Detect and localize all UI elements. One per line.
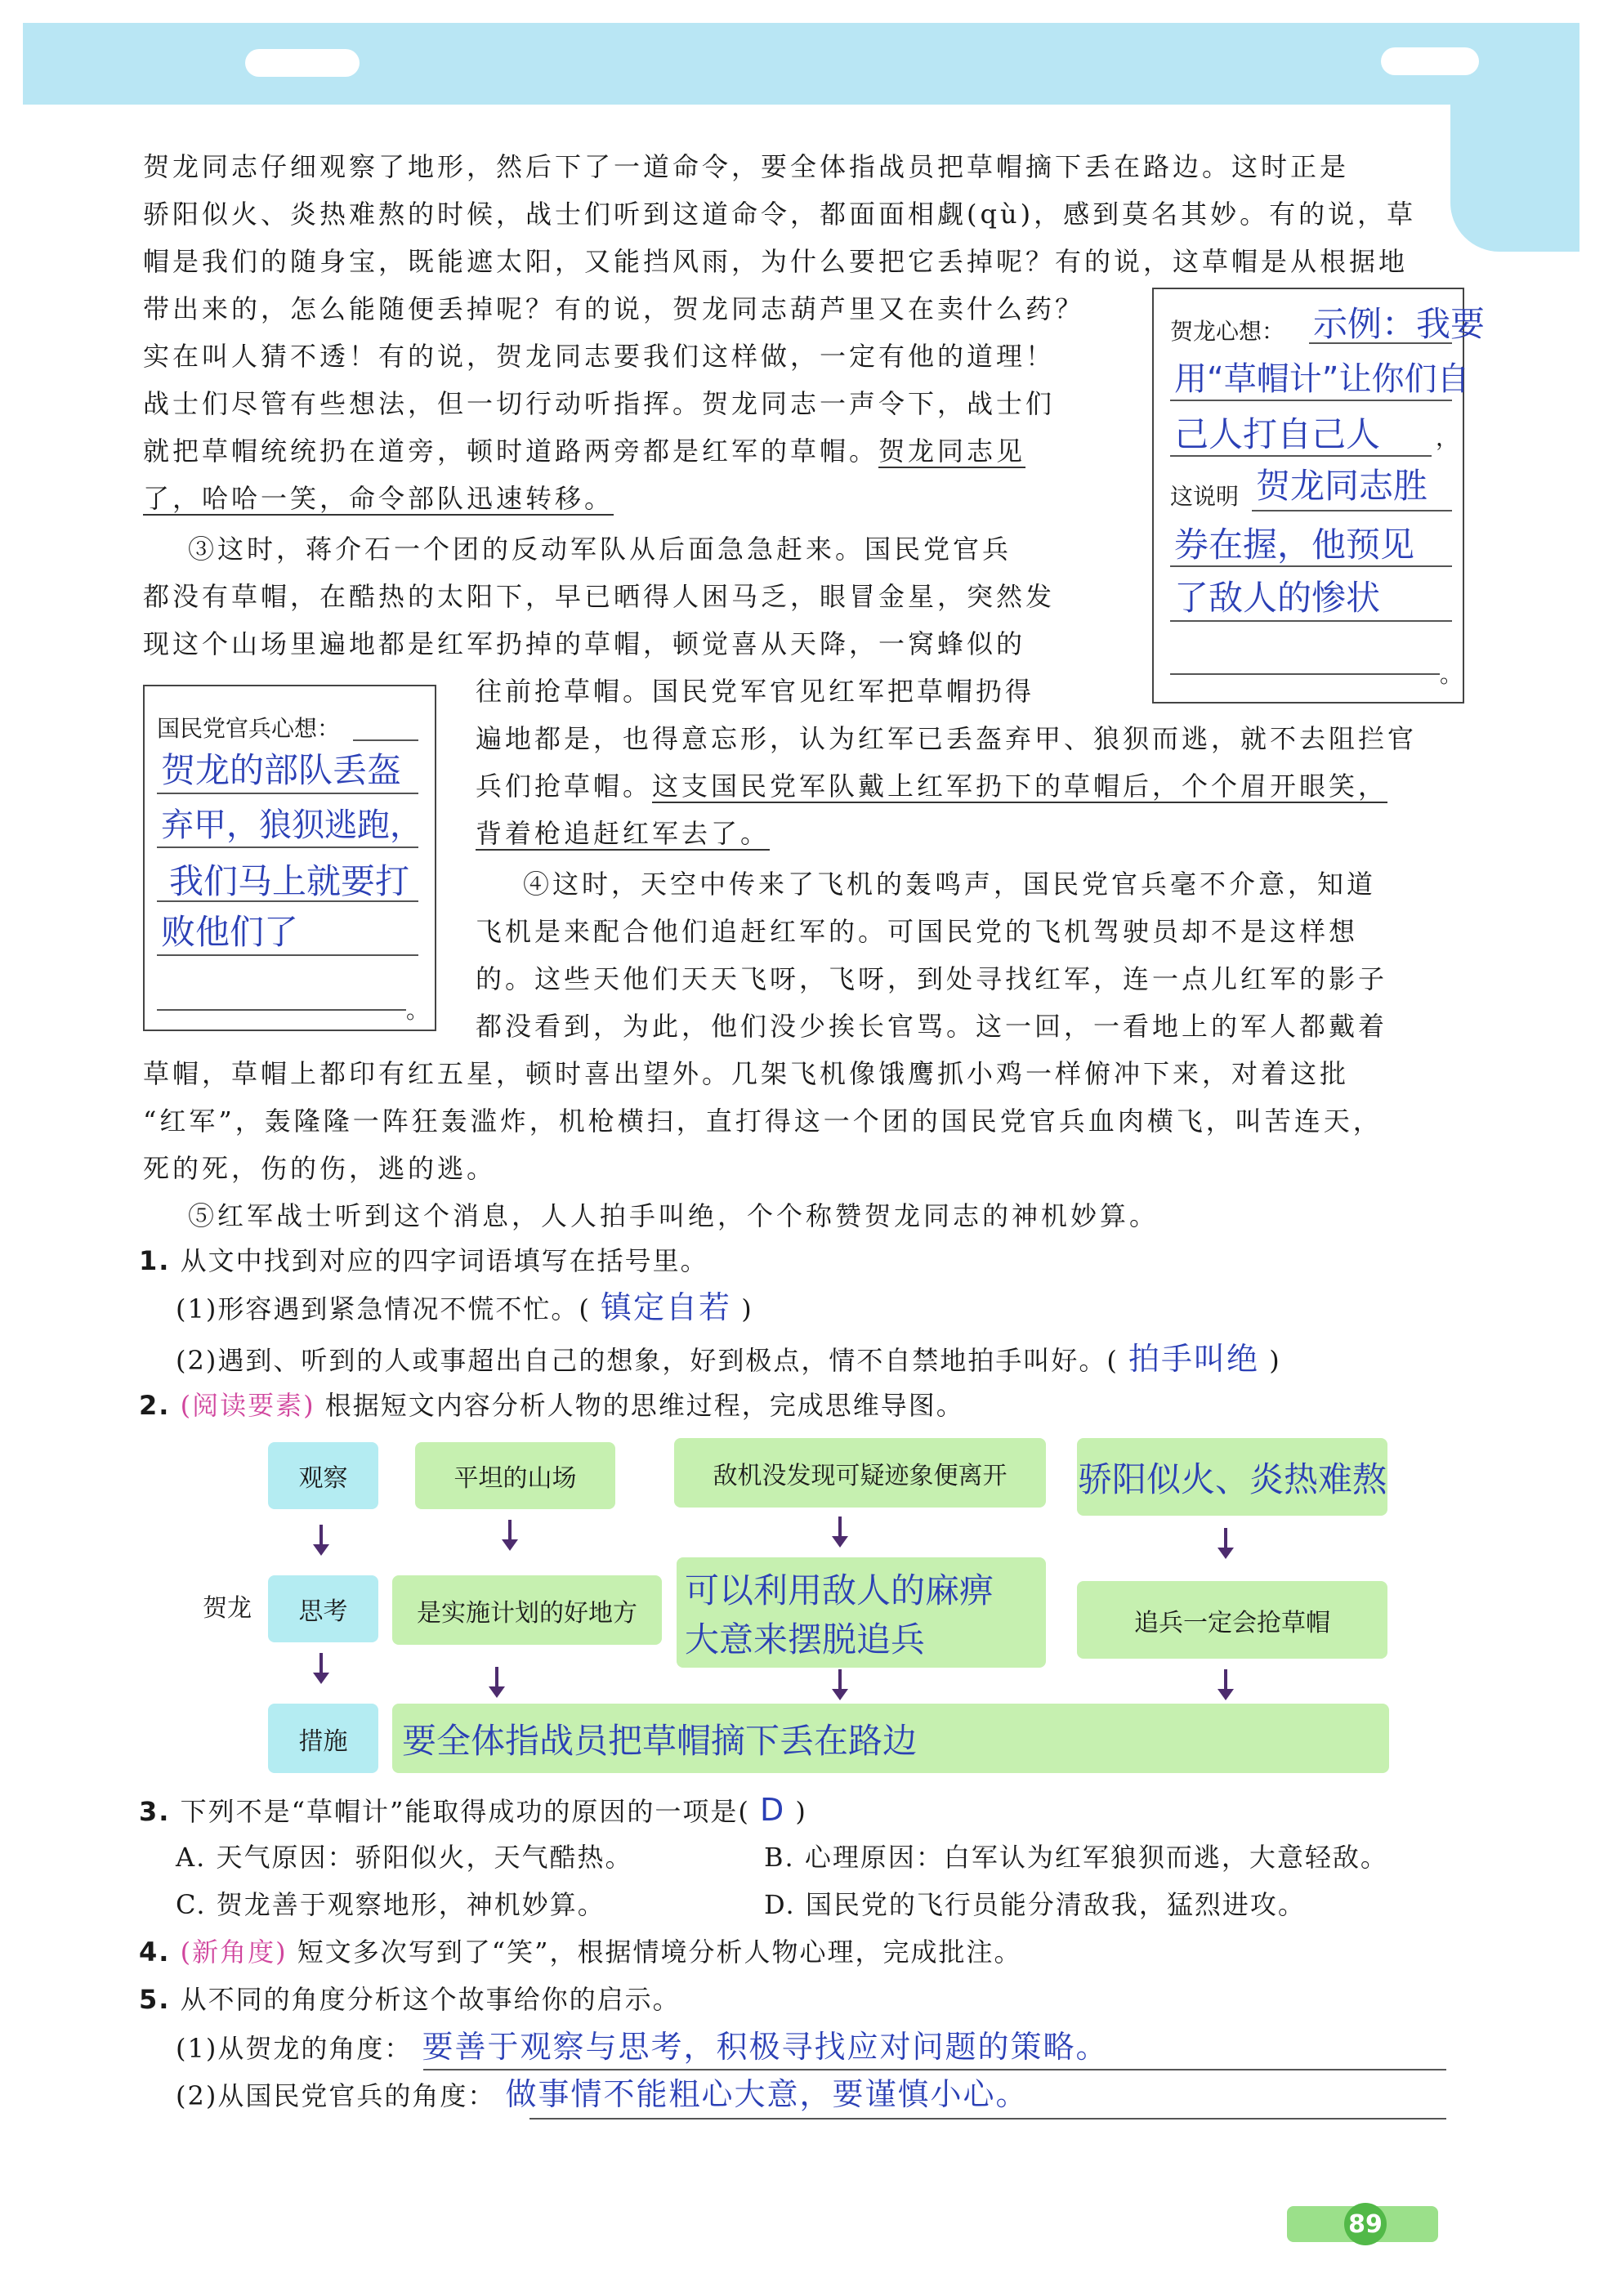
passage-line: ④这时，天空中传来了飞机的轰鸣声，国民党官兵毫不介意，知道	[523, 869, 1377, 900]
mindmap-answer: 骄阳似火、炎热难熬	[1077, 1458, 1387, 1499]
question-number: 4.	[139, 1936, 171, 1968]
annotation-label: 贺龙心想：	[1170, 318, 1285, 345]
mindmap-answer: 可以利用敌人的麻痹	[685, 1570, 994, 1610]
question-text: 根据短文内容分析人物的思维过程，完成思维导图。	[324, 1390, 964, 1421]
annotation-punct: 。	[406, 997, 430, 1024]
question-text: 从不同的角度分析这个故事给你的启示。	[180, 1984, 681, 2015]
passage-text: 就把草帽统统扔在道旁，顿时道路两旁都是红军的草帽。	[143, 436, 879, 467]
question-5-part-2	[176, 2074, 1029, 2116]
answer-text: 做事情不能粗心大意，要谨慎小心。	[505, 2076, 1029, 2112]
question-text: (2)从国民党官兵的角度：	[176, 2080, 496, 2111]
passage-line: 帽是我们的随身宝，既能遮太阳，又能挡风雨，为什么要把它丢掉呢？有的说，这草帽是从根据地	[143, 246, 1409, 277]
question-text: 从文中找到对应的四字词语填写在括号里。	[180, 1245, 708, 1276]
question-1-part-2	[176, 1338, 1281, 1381]
passage-line: 草帽，草帽上都印有红五星，顿时喜出望外。几架飞机像饿鹰抓小鸡一样俯冲下来，对着这批	[143, 1058, 1350, 1089]
question-5-part-1	[176, 2026, 1109, 2069]
annotation-answer: 我们马上就要打	[169, 861, 410, 901]
option-d: D. 国民党的飞行员能分清敌我，猛烈进攻。	[764, 1889, 1306, 1920]
question-number: 1.	[139, 1245, 171, 1276]
passage-text: 兵们抢草帽。	[476, 771, 653, 802]
cloud-decoration	[1381, 47, 1479, 75]
annotation-label: 这说明	[1170, 483, 1240, 510]
question-text: 短文多次写到了“笑”，根据情境分析人物心理，完成批注。	[297, 1936, 1022, 1968]
answer-line	[353, 739, 418, 741]
mindmap-answer: 大意来摆脱追兵	[685, 1619, 926, 1659]
arrow-down-icon	[495, 1667, 498, 1688]
answer-line	[157, 900, 418, 902]
passage-line	[476, 762, 1387, 810]
question-text: (1)形容遇到紧急情况不慌不忙。(	[176, 1293, 591, 1324]
mindmap-measure	[392, 1704, 1389, 1773]
passage-line: 都没看到，为此，他们没少挨长官骂。这一回，一看地上的军人都戴着	[476, 1011, 1388, 1042]
mindmap-label-observe: 观察	[268, 1442, 378, 1509]
answer-text: 拍手叫绝	[1128, 1341, 1260, 1377]
annotation-answer: 了敌人的惨状	[1174, 578, 1381, 618]
annotation-answer: 弃甲，狼狈逃跑，	[161, 806, 422, 844]
annotation-answer: 示例：我要	[1313, 304, 1486, 344]
answer-text: 镇定自若	[601, 1289, 732, 1325]
arrow-down-icon	[838, 1517, 842, 1538]
question-text: )	[1269, 1345, 1281, 1376]
passage-line: 往前抢草帽。国民党军官见红军把草帽扔得	[476, 676, 1035, 707]
answer-line	[1170, 673, 1440, 675]
passage-line	[143, 475, 614, 522]
mindmap-observe-1: 平坦的山场	[415, 1442, 615, 1509]
arrow-down-icon	[838, 1669, 842, 1691]
underlined-text: 这支国民党军队戴上红军扔下的草帽后，个个眉开眼笑，	[652, 771, 1388, 802]
annotation-punct: ，	[1436, 424, 1459, 451]
arrow-down-icon	[1224, 1669, 1227, 1691]
annotation-answer: 贺龙的部队丢盔	[161, 750, 402, 790]
arrow-down-icon	[508, 1520, 512, 1541]
mindmap-observe-3	[1077, 1438, 1387, 1516]
page-number: 89	[1344, 2203, 1387, 2245]
arrow-down-icon	[319, 1525, 323, 1546]
mindmap-label-measure: 措施	[268, 1704, 378, 1773]
answer-line	[1170, 565, 1452, 567]
passage-line: 贺龙同志仔细观察了地形，然后下了一道命令，要全体指战员把草帽摘下丢在路边。这时正是	[143, 151, 1350, 182]
annotation-answer: 己人打自己人	[1174, 414, 1381, 454]
passage-line: “红军”，轰隆隆一阵狂轰滥炸，机枪横扫，直打得这一个团的国民党官兵血肉横飞，叫苦连天，	[143, 1106, 1383, 1137]
passage-line: ③这时，蒋介石一个团的反动军队从后面急急赶来。国民党官兵	[188, 534, 1012, 565]
answer-line	[1170, 400, 1452, 401]
mindmap-think-1: 是实施计划的好地方	[392, 1575, 662, 1645]
question-number: 3.	[139, 1796, 171, 1827]
answer-line	[1170, 620, 1452, 622]
page-number-badge	[1287, 2206, 1438, 2242]
question-tag: (新角度)	[180, 1936, 288, 1968]
annotation-answer: 券在握，他预见	[1174, 525, 1415, 565]
answer-line	[157, 954, 418, 956]
passage-line	[476, 810, 770, 857]
passage-line: 遍地都是，也得意忘形，认为红军已丢盔弃甲、狼狈而逃，就不去阻拦官	[476, 723, 1418, 754]
passage-line: 的。这些天他们天天飞呀，飞呀，到处寻找红军，连一点儿红军的影子	[476, 963, 1388, 994]
question-1	[139, 1240, 708, 1281]
answer-line	[157, 793, 418, 794]
question-3	[139, 1789, 807, 1832]
answer-text: 要善于观察与思考，积极寻找应对问题的策略。	[422, 2029, 1109, 2065]
answer-line	[1309, 342, 1452, 344]
question-text: )	[741, 1293, 753, 1324]
cloud-decoration	[245, 49, 360, 77]
mindmap-think-3: 追兵一定会抢草帽	[1077, 1581, 1387, 1659]
option-c: C. 贺龙善于观察地形，神机妙算。	[176, 1889, 605, 1920]
answer-line	[423, 2069, 1446, 2070]
annotation-punct: 。	[1440, 661, 1463, 688]
annotation-answer: 用“草帽计”让你们自	[1174, 360, 1470, 398]
passage-line: 死的死，伤的伤，逃的逃。	[143, 1153, 497, 1184]
option-b: B. 心理原因：白军认为红军狼狈而逃，大意轻敌。	[764, 1842, 1388, 1873]
question-number: 5.	[139, 1984, 171, 2015]
question-text: )	[795, 1796, 807, 1827]
passage-line: 实在叫人猜不透！有的说，贺龙同志要我们这样做，一定有他的道理！	[143, 341, 1056, 372]
passage-line: 战士们尽管有些想法，但一切行动听指挥。贺龙同志一声令下，战士们	[143, 388, 1056, 419]
mindmap-think-2	[677, 1557, 1046, 1668]
passage-line	[143, 427, 1025, 475]
question-tag: (阅读要素)	[180, 1390, 315, 1421]
passage-line: ⑤红军战士听到这个消息，人人拍手叫绝，个个称赞贺龙同志的神机妙算。	[188, 1200, 1159, 1231]
answer-line	[1252, 510, 1452, 511]
question-text: (1)从贺龙的角度：	[176, 2033, 413, 2064]
annotation-box-helong	[1152, 288, 1486, 704]
passage-line: 现这个山场里遍地都是红军扔掉的草帽，顿觉喜从天降，一窝蜂似的	[143, 628, 1026, 659]
annotation-label: 国民党官兵心想：	[157, 715, 341, 742]
answer-line	[529, 2118, 1446, 2120]
mindmap-person: 贺龙	[203, 1594, 252, 1623]
annotation-box-gmd	[143, 685, 436, 1031]
answer-line	[157, 846, 418, 848]
arrow-down-icon	[319, 1653, 323, 1674]
mindmap-answer: 要全体指战员把草帽摘下丢在路边	[402, 1720, 918, 1761]
arrow-down-icon	[1224, 1528, 1227, 1549]
option-a: A. 天气原因：骄阳似火，天气酷热。	[176, 1842, 633, 1873]
question-4	[139, 1932, 1021, 1972]
passage-line: 都没有草帽，在酷热的太阳下，早已晒得人困马乏，眼冒金星，突然发	[143, 581, 1056, 612]
underlined-text: 背着枪追赶红军去了。	[476, 818, 771, 849]
passage-line: 骄阳似火、炎热难熬的时候，战士们听到这道命令，都面面相觑(qù)，感到莫名其妙。有的说，草	[143, 199, 1417, 230]
underlined-text: 贺龙同志见	[878, 436, 1026, 467]
question-1-part-1	[176, 1287, 753, 1329]
passage-line: 带出来的，怎么能随便丢掉呢？有的说，贺龙同志葫芦里又在卖什么药？	[143, 293, 1085, 324]
question-text: 下列不是“草帽计”能取得成功的原因的一项是(	[180, 1796, 750, 1827]
question-5	[139, 1979, 681, 2020]
question-number: 2.	[139, 1390, 171, 1421]
question-text: (2)遇到、听到的人或事超出自己的想象，好到极点，情不自禁地拍手叫好。(	[176, 1345, 1119, 1376]
annotation-answer: 败他们了	[161, 912, 299, 952]
answer-line	[157, 1009, 406, 1011]
mindmap-label-think: 思考	[268, 1575, 378, 1642]
mindmap-observe-2: 敌机没发现可疑迹象便离开	[674, 1438, 1046, 1508]
answer-line	[1170, 455, 1432, 457]
question-2	[139, 1385, 964, 1426]
annotation-answer: 贺龙同志胜	[1256, 466, 1428, 506]
answer-text: D	[759, 1792, 786, 1828]
passage-line: 飞机是来配合他们追赶红军的。可国民党的飞机驾驶员却不是这样想	[476, 916, 1359, 947]
underlined-text: 了，哈哈一笑，命令部队迅速转移。	[143, 483, 614, 514]
